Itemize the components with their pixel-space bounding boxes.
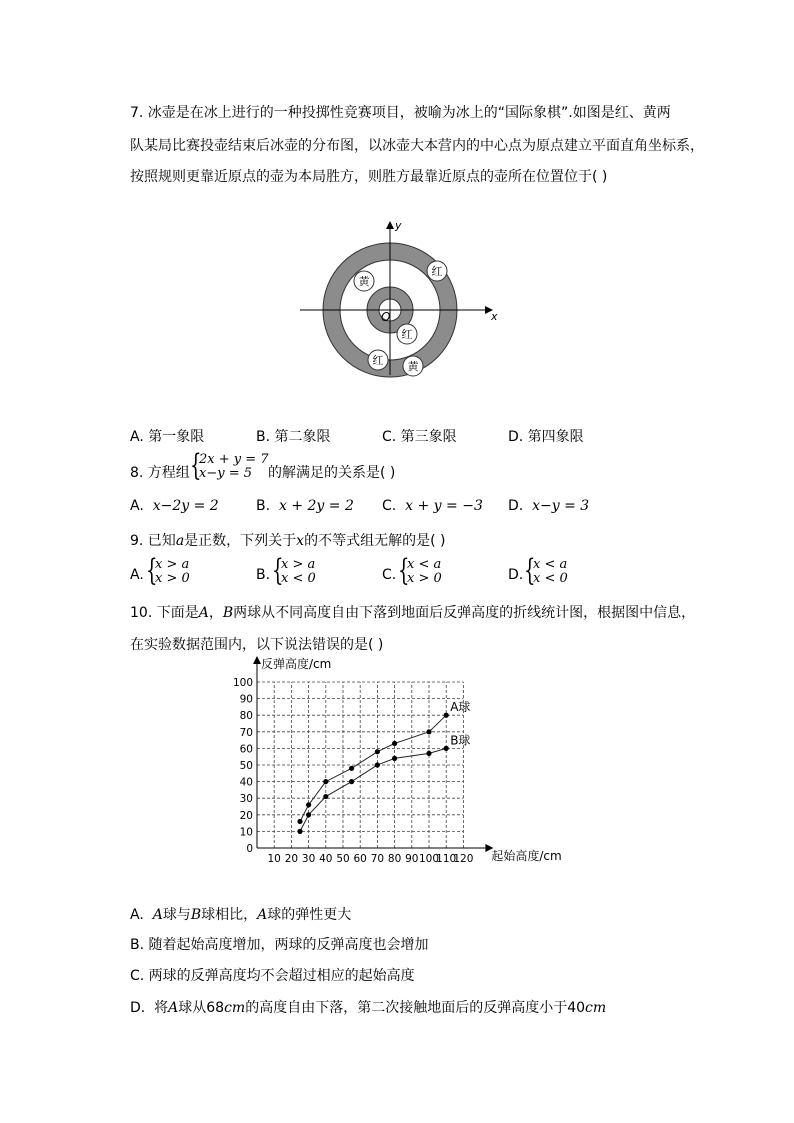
y-tick-label: 50 [239,760,253,772]
q10-option-d-t1: 将 [154,1000,169,1016]
q9-part3: 的不等式组无解的是( ) [304,533,446,549]
q7-option-a[interactable]: A. 第一象限 [130,429,205,445]
series-label-0: A球 [450,700,471,715]
x-axis-title: 起始高度/cm [491,849,562,863]
y-tick-label: 30 [239,793,253,806]
y-tick-label: 60 [239,743,253,756]
q10-option-a-v3: A [257,907,268,923]
q8-suffix: 的解满足的关系是( ) [268,465,396,481]
q9-option-a-brace: { [146,553,158,588]
x-axis-label: x [491,310,498,323]
q9-option-a-line2: x > 0 [155,571,190,586]
data-point [349,779,354,784]
q10-option-d-u1: cm [224,1000,246,1016]
data-point [323,779,328,784]
x-tick-label: 60 [353,853,367,865]
q9-var-x: x [296,533,305,549]
data-point [375,749,380,754]
q8-option-c-expr: x + y = −3 [405,498,483,514]
data-point [444,713,449,718]
q9-option-d-brace: { [524,553,536,588]
q10-line1-prefix: 10. 下面是 [130,605,199,621]
stone-yellow-1-label: 黄 [358,275,370,288]
y-axis-label: y [395,219,402,232]
q9-option-c-line2: x > 0 [407,571,442,586]
series-line-1 [300,748,446,831]
data-point [306,802,311,807]
q10-option-b[interactable]: B. 随着起始高度增加，两球的反弹高度也会增加 [130,937,429,953]
x-tick-label: 20 [284,853,299,865]
q8-prefix: 8. 方程组 [130,465,190,481]
q9-option-c-brace: { [398,553,410,588]
q9-option-b-line2: x < 0 [281,571,316,586]
data-point [426,729,431,734]
q9-var-a: a [175,533,185,549]
series-label-1: B球 [450,733,471,748]
stone-yellow-2-label: 黄 [407,360,419,373]
y-tick-label: 70 [239,726,253,739]
q8-option-b-label: B. [256,498,271,514]
q8-option-b[interactable] [256,498,354,514]
y-tick-label: 100 [232,677,253,689]
q10-option-d-v1: A [168,1000,179,1016]
q10-option-a-t1: 球与 [162,907,191,923]
q8-eq2: x−y = 5 [199,466,252,481]
q10-option-a[interactable] [130,904,351,924]
q8-option-a-label: A. [130,498,144,514]
x-tick-label: 40 [319,853,333,865]
q7-line1: 7. 冰壶是在冰上进行的一种投掷性竞赛项目，被喻为冰上的“国际象棋”.如图是红、黄两 [130,105,671,121]
x-tick-label: 10 [267,853,281,865]
q7-line2: 队某局比赛投壶结束后冰壶的分布图，以冰壶大本营内的中心点为原点建立平面直角坐标系， [130,138,704,154]
origin-label: O [381,310,391,324]
q10-option-d-n2: 40 [567,1000,586,1016]
q7-option-b[interactable]: B. 第二象限 [256,429,331,445]
q7-option-d[interactable]: D. 第四象限 [508,429,584,445]
q7-option-c[interactable]: C. 第三象限 [382,429,457,445]
x-tick-label: 80 [387,853,402,865]
q10-option-d[interactable] [130,997,606,1017]
q10-option-d-n1: 68 [206,1000,225,1016]
q9-option-b-label: B. [256,567,271,583]
data-point [323,794,328,799]
data-point [444,746,449,751]
y-tick-label: 40 [239,776,253,789]
q8-option-d[interactable] [508,498,589,514]
q8-eq1: 2x + y = 7 [199,452,269,467]
q8-option-c[interactable] [382,498,483,514]
q9-option-b-line1: x > a [281,557,316,572]
q10-line2: 在实验数据范围内，以下说法错误的是( ) [130,637,384,653]
q8-brace: { [190,448,202,483]
q10-option-d-t2: 球从 [178,1000,207,1016]
q10-var-a: A [198,605,209,621]
data-point [297,819,302,824]
x-tick-label: 90 [405,853,419,865]
q9-part1: 9. 已知 [130,533,176,549]
x-tick-label: 120 [453,853,474,865]
q10-option-a-t2: 球相比， [201,907,258,923]
x-tick-label: 70 [370,853,385,865]
data-point [306,812,311,817]
q8-option-b-expr: x + 2y = 2 [278,498,354,514]
q9-option-b-brace: { [272,553,284,588]
y-tick-label: 20 [239,809,253,822]
q8-option-d-label: D. [508,498,524,514]
q10-var-b: B [222,605,234,621]
q10-sep: ， [208,605,223,621]
q10-line1 [130,602,695,622]
q9-option-c-label: C. [382,567,397,583]
q9-option-c-line1: x < a [407,557,442,572]
q9-option-a-label: A. [130,567,144,583]
bounce-chart [225,652,570,867]
y-tick-label: 80 [239,710,253,723]
curling-figure [295,215,505,385]
data-point [297,829,302,834]
q8-option-a-expr: x−2y = 2 [152,498,219,514]
x-tick-label: 110 [436,853,457,865]
q10-option-a-label: A. [130,907,144,923]
q10-option-c[interactable]: C. 两球的反弹高度均不会超过相应的起始高度 [130,968,415,984]
q9-part2: 是正数，下列关于 [184,533,297,549]
q10-option-a-v1: A [152,907,163,923]
data-point [349,766,354,771]
stone-red-3-label: 红 [372,354,384,367]
y-axis-title: 反弹高度/cm [261,657,332,671]
q10-option-d-label: D. [130,1000,146,1016]
x-tick-label: 30 [301,853,316,865]
data-point [426,751,431,756]
x-tick-label: 100 [418,853,440,865]
q7-line3: 按照规则更靠近原点的壶为本局胜方，则胜方最靠近原点的壶所在位置位于( ) [130,169,608,185]
data-point [375,762,380,767]
q10-option-a-t3: 球的弹性更大 [267,907,352,923]
q8-option-d-expr: x−y = 3 [532,498,590,514]
q10-option-a-v2: B [190,907,202,923]
q9-option-d-line2: x < 0 [533,571,568,586]
x-tick-label: 50 [336,853,350,865]
q10-line1-rest: 两球从不同高度自由下落到地面后反弹高度的折线统计图，根据图中信息， [233,605,696,621]
q8-option-c-label: C. [382,498,397,514]
q9-stem [130,530,445,550]
q9-option-d-label: D. [508,567,524,583]
y-tick-label: 90 [239,693,253,706]
y-tick-label: 10 [239,826,253,839]
q10-option-d-u2: cm [585,1000,607,1016]
q9-option-d-line1: x < a [533,557,568,572]
y-axis-arrow [253,656,261,664]
stone-red-2-label: 红 [401,328,413,341]
q9-option-a-line1: x > a [155,557,190,572]
y-tick-label: 0 [246,843,253,855]
q8-option-a[interactable] [130,498,219,514]
q10-option-d-t3: 的高度自由下落，第二次接触地面后的反弹高度小于 [245,1000,568,1016]
data-point [392,756,397,761]
data-point [392,741,397,746]
y-arrow [386,221,394,229]
stone-red-1-label: 红 [431,265,443,278]
